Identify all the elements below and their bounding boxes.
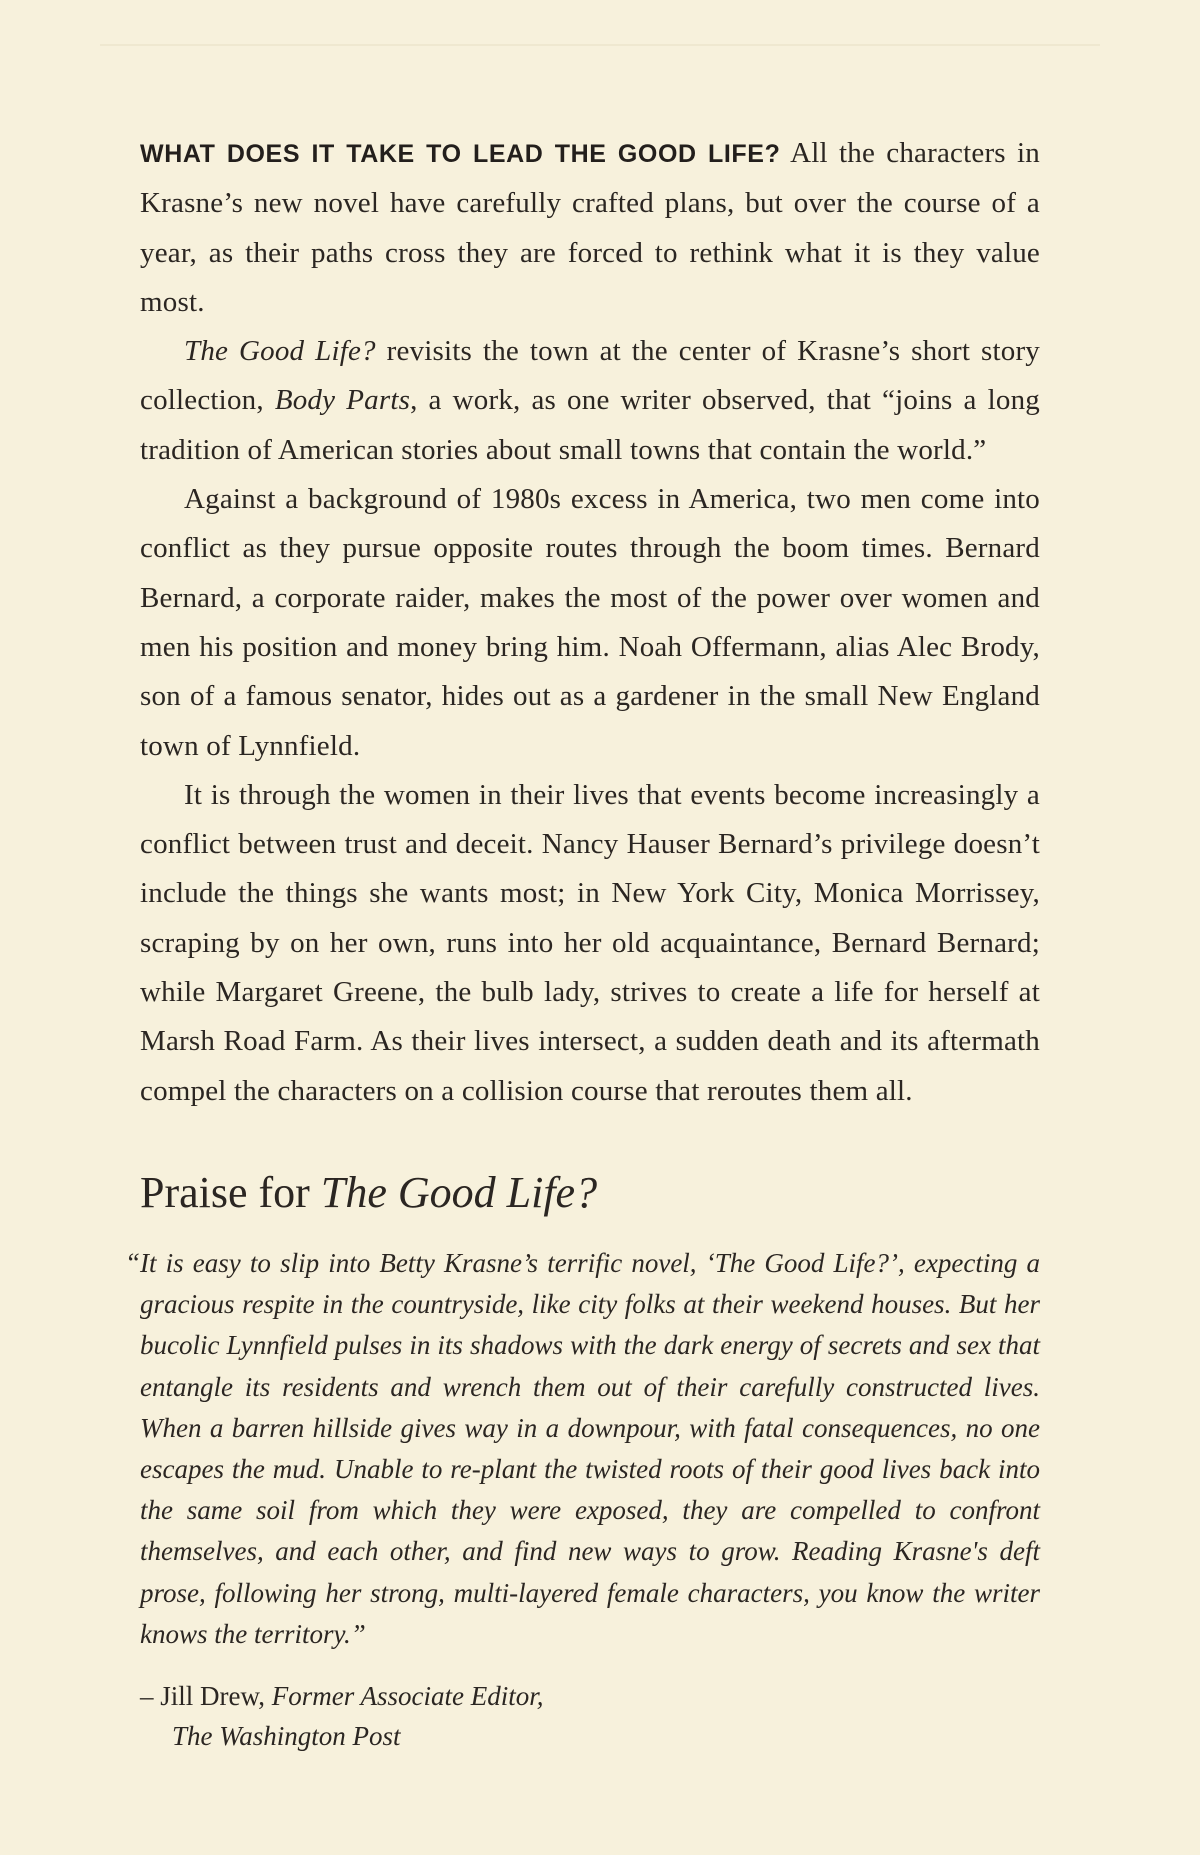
praise-heading xyxy=(140,1165,597,1221)
quote-attribution xyxy=(140,1676,543,1756)
attribution-publication: The Washington Post xyxy=(172,1721,401,1751)
book-description xyxy=(140,129,1040,1116)
lead-question: WHAT DOES IT TAKE TO LEAD THE GOOD LIFE? xyxy=(140,140,781,168)
praise-heading-prefix: Praise for xyxy=(140,1168,321,1217)
attribution-name: – Jill Drew, xyxy=(140,1681,272,1711)
paragraph-1-text: All the characters in Krasne’s new novel have carefully crafted plans, but over the course of a year, as their paths cross they are forced to rethink what it is they value most. xyxy=(140,137,1040,318)
description-paragraph-4: It is through the women in their lives that events become increasingly a conflict between trust and deceit. Nancy Hauser Bernard’s privilege doesn’t include the things she wants most; in New York City, Monica Morrissey, scraping by on her own, runs into her old acquaintance, Bernard Bernard; while Margaret Greene, the bulb lady, strives to create a life for herself at Marsh Road Farm. As their lives intersect, a sudden death and its aftermath compel the characters on a collision course that reroutes them all. xyxy=(140,778,1040,1107)
attribution-role: Former Associate Editor, xyxy=(271,1681,544,1711)
book-title: The Good Life? xyxy=(184,335,376,368)
description-paragraph-2 xyxy=(140,327,1040,475)
description-paragraph-1 xyxy=(140,129,1040,327)
open-quote-mark: “ xyxy=(125,1248,141,1278)
previous-book-title: Body Parts xyxy=(274,384,411,417)
praise-quote xyxy=(125,1243,1040,1655)
praise-quote-text: It is easy to slip into Betty Krasne’s terrific novel, ‘The Good Life?’, expecting a gracious respite in the countryside, like city folks at their weekend houses. But her bucolic Lynnfield pulses in its shadows with the dark energy of secrets and sex that entangle its residents and wrench them out of their carefully constructed lives. When a barren hillside gives way in a downpour, with fatal consequences, no one escapes the mud. Unable to re-plant the twisted roots of their good lives back into the same soil from which they were exposed, they are compelled to confront themselves, and each other, and find new ways to grow. Reading Krasne's deft prose, following her strong, multi-layered female characters, you know the writer knows the territory.” xyxy=(140,1248,1040,1649)
paragraph-2-text-end: , a work, as one writer observed, that “joins a long tradition of American stories about small towns that contain the world.” xyxy=(140,384,1040,466)
top-rule xyxy=(100,44,1100,46)
description-paragraph-3: Against a background of 1980s excess in America, two men come into conflict as they pursue opposite routes through the boom times. Bernard Bernard, a corporate raider, makes the most of the power over women and men his position and money bring him. Noah Offermann, alias Alec Brody, son of a famous senator, hides out as a gardener in the small New England town of Lynnfield. xyxy=(140,483,1040,762)
praise-heading-title: The Good Life? xyxy=(320,1168,598,1217)
paragraph-2-text: revisits the town at the center of Krasne’s short story collection, xyxy=(140,335,1040,417)
